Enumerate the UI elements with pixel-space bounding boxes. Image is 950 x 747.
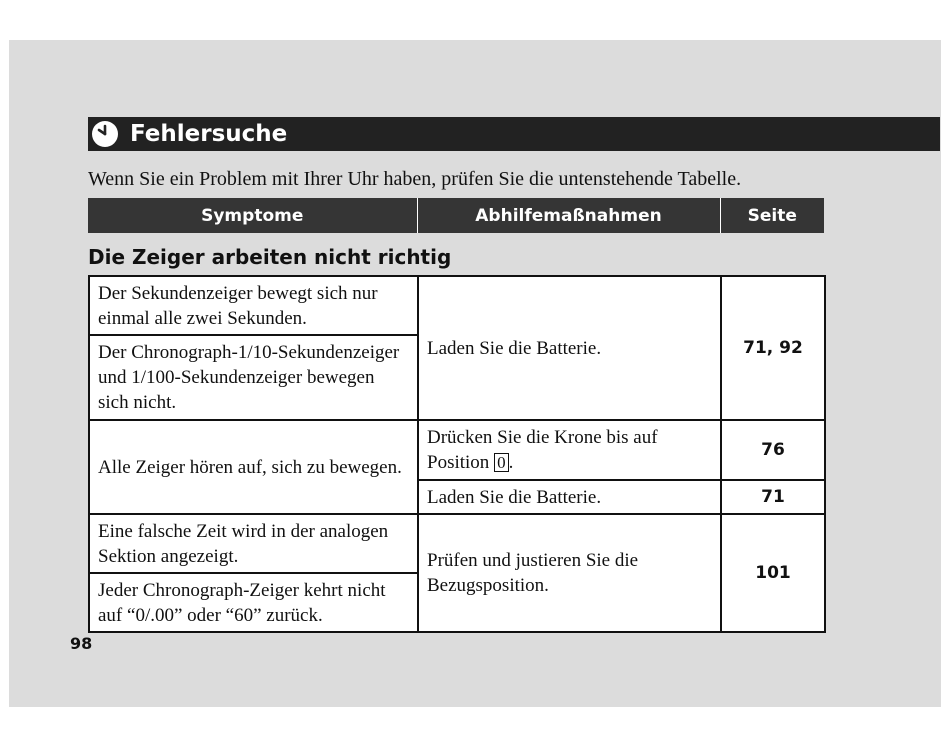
table-header bbox=[88, 198, 824, 233]
clock-icon bbox=[91, 120, 119, 148]
remedy-text: Drücken Sie die Krone bis auf Position bbox=[427, 427, 658, 473]
symptom-cell: Der Sekundenzeiger bewegt sich nur einmal alle zwei Sekunden. bbox=[89, 276, 418, 335]
page-ref-cell: 101 bbox=[721, 514, 825, 632]
page-ref-cell: 76 bbox=[721, 420, 825, 480]
page-ref-cell: 71 bbox=[721, 480, 825, 514]
page-title: Fehlersuche bbox=[130, 121, 288, 147]
header-page: Seite bbox=[720, 198, 824, 233]
symptom-cell: Jeder Chronograph-Zeiger kehrt nicht auf “0/.00” oder “60” zurück. bbox=[89, 573, 418, 632]
symptom-cell: Der Chronograph-1/10-Sekundenzeiger und 1/100-Sekundenzeiger bewegen sich nicht. bbox=[89, 335, 418, 420]
position-box: 0 bbox=[494, 453, 509, 472]
page-number: 98 bbox=[70, 634, 93, 653]
symptom-cell: Eine falsche Zeit wird in der analogen Sektion angezeigt. bbox=[89, 514, 418, 573]
remedy-cell: Laden Sie die Batterie. bbox=[418, 480, 721, 514]
page-ref-cell: 71, 92 bbox=[721, 276, 825, 420]
remedy-cell bbox=[418, 420, 721, 480]
intro-text: Wenn Sie ein Problem mit Ihrer Uhr haben, prüfen Sie die untenstehende Tabelle. bbox=[88, 168, 742, 190]
header-symptoms: Symptome bbox=[88, 198, 417, 233]
section-title: Die Zeiger arbeiten nicht richtig bbox=[88, 245, 452, 269]
remedy-cell: Laden Sie die Batterie. bbox=[418, 276, 721, 420]
symptom-cell: Alle Zeiger hören auf, sich zu bewegen. bbox=[89, 420, 418, 514]
header-remedies: Abhilfemaßnahmen bbox=[417, 198, 720, 233]
remedy-cell: Prüfen und justieren Sie die Bezugsposition. bbox=[418, 514, 721, 632]
troubleshooting-table bbox=[88, 275, 826, 633]
remedy-period: . bbox=[508, 452, 514, 473]
